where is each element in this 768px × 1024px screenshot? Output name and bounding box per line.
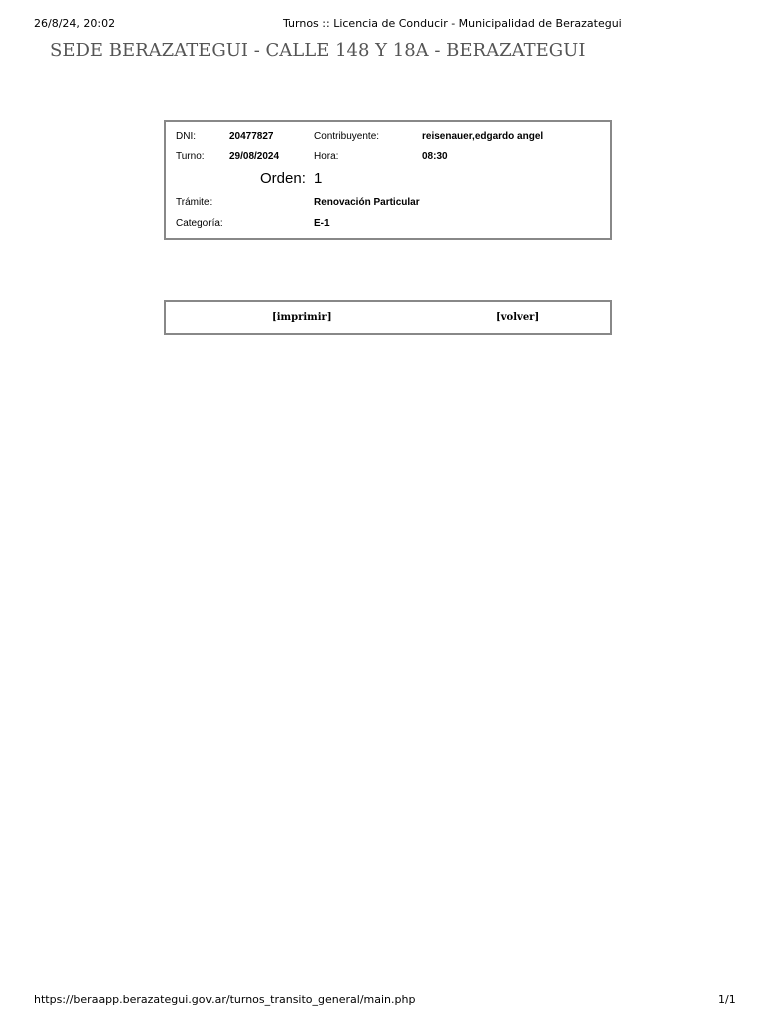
turno-value: 29/08/2024 — [229, 151, 280, 162]
orden-label: Orden: — [260, 170, 306, 187]
print-page-number: 1/1 — [718, 993, 736, 1006]
hora-value: 08:30 — [422, 151, 448, 162]
categoria-label: Categoría: — [176, 218, 223, 229]
imprimir-link[interactable]: [imprimir] — [272, 312, 332, 323]
orden-value: 1 — [314, 170, 323, 187]
dni-label: DNI: — [176, 131, 196, 142]
categoria-value: E-1 — [314, 218, 330, 229]
sede-title: SEDE BERAZATEGUI - CALLE 148 Y 18A - BERAZATEGUI — [50, 40, 586, 61]
volver-link[interactable]: [volver] — [496, 312, 540, 323]
tramite-label: Trámite: — [176, 197, 213, 208]
contribuyente-label: Contribuyente: — [314, 131, 380, 142]
contribuyente-value: reisenauer,edgardo angel — [422, 131, 544, 142]
print-page-title: Turnos :: Licencia de Conducir - Municipalidad de Berazategui — [283, 17, 622, 30]
hora-label: Hora: — [314, 151, 339, 162]
actions-box — [164, 300, 612, 335]
print-url: https://beraapp.berazategui.gov.ar/turnos_transito_general/main.php — [34, 993, 416, 1006]
tramite-value: Renovación Particular — [314, 197, 420, 208]
turno-info-box — [164, 120, 612, 240]
print-datetime: 26/8/24, 20:02 — [34, 17, 116, 30]
turno-label: Turno: — [176, 151, 205, 162]
dni-value: 20477827 — [229, 131, 274, 142]
